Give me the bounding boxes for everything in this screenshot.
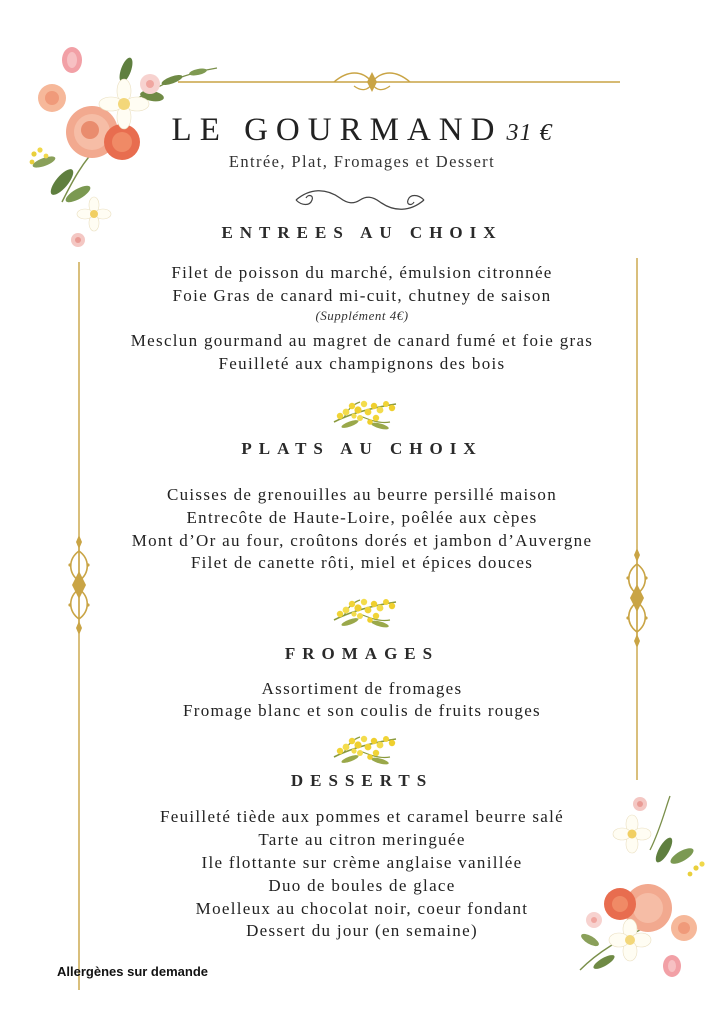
section-title-desserts: DESSERTS	[290, 771, 434, 790]
plat-item: Entrecôte de Haute-Loire, poêlée aux cèpes	[186, 508, 538, 527]
dessert-item: Tarte au citron meringuée	[258, 830, 466, 849]
mimosa-sprig-icon	[330, 592, 402, 630]
entree-item: Filet de poisson du marché, émulsion citronnée	[171, 263, 553, 282]
plat-item: Mont d’Or au four, croûtons dorés et jambon d’Auvergne	[131, 531, 593, 550]
dessert-item: Moelleux au chocolat noir, coeur fondant	[195, 899, 529, 918]
entree-item: Feuilleté aux champignons des bois	[218, 354, 506, 373]
mimosa-sprig-icon	[330, 394, 402, 432]
dessert-item: Dessert du jour (en semaine)	[246, 921, 478, 940]
mimosa-sprig-icon	[330, 729, 402, 767]
scroll-flourish	[290, 186, 430, 214]
dessert-item: Ile flottante sur crème anglaise vanillée	[201, 853, 523, 872]
fromage-item: Assortiment de fromages	[261, 679, 463, 698]
supplement-note: (Supplément 4€)	[315, 308, 409, 323]
section-title-plats: PLATS AU CHOIX	[241, 439, 483, 458]
section-title-entrees: ENTREES AU CHOIX	[221, 223, 503, 242]
entree-item: Mesclun gourmand au magret de canard fumé et foie gras	[130, 331, 594, 350]
floral-corner-top-left-icon	[22, 42, 222, 262]
dessert-item: Duo de boules de glace	[268, 876, 456, 895]
menu-title: LE GOURMAND	[171, 112, 503, 148]
allergens-note: Allergènes sur demande	[57, 964, 208, 979]
menu-subtitle: Entrée, Plat, Fromages et Dessert	[228, 152, 496, 171]
plat-item: Filet de canette rôti, miel et épices douces	[190, 553, 534, 572]
dessert-item: Feuilleté tiède aux pommes et caramel beurre salé	[159, 807, 565, 826]
floral-corner-bottom-right-icon	[560, 790, 720, 990]
section-title-fromages: FROMAGES	[284, 644, 440, 663]
plat-item: Cuisses de grenouilles au beurre persillé maison	[166, 485, 558, 504]
entree-item: Foie Gras de canard mi-cuit, chutney de saison	[172, 286, 552, 305]
fromage-item: Fromage blanc et son coulis de fruits rouges	[183, 701, 541, 720]
menu-price: 31 €	[506, 120, 553, 146]
